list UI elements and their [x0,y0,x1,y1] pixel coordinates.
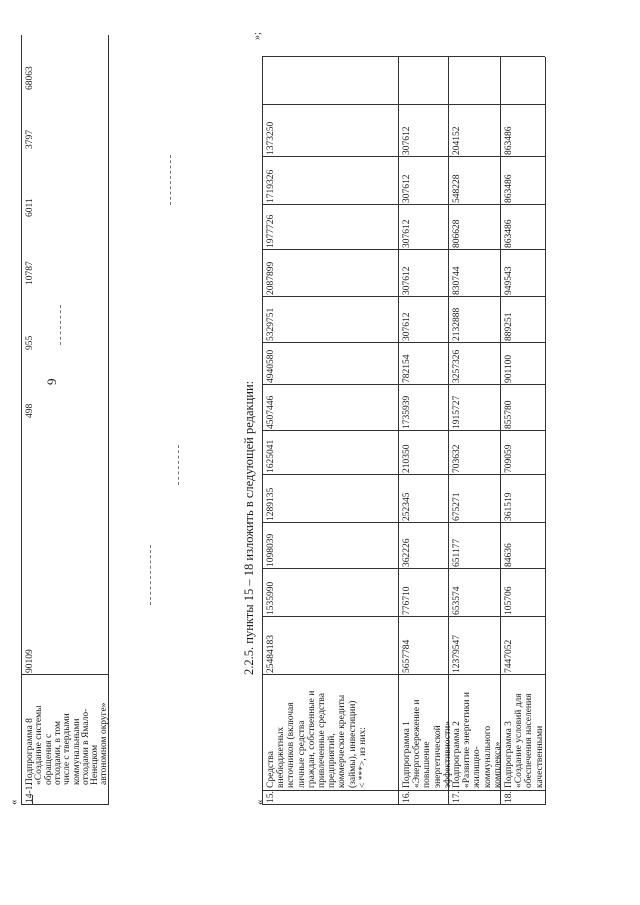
table-cell-value: 84636 [504,543,514,567]
page-number: 9 [44,378,59,385]
table-cell-value: 307612 [402,312,412,341]
scan-mark [170,155,171,205]
table-cell-value: 855780 [504,400,514,429]
row-total: 90109 [25,649,35,673]
table-cell-value: 307612 [402,219,412,248]
table-cell-value: 361519 [504,492,514,521]
table-rule [108,35,109,805]
table-cell-value: 830744 [452,266,462,295]
table-rule [262,342,545,343]
row-number: 17. [452,791,462,803]
table-cell-value: 307612 [402,266,412,295]
table-rule [448,57,449,805]
table-cell-value: 1977726 [266,214,276,248]
description-line: комплекса» [492,741,503,788]
description-line: качественными [534,725,545,788]
description-line: «Создание условий для [514,693,525,788]
table-cell-value: 901100 [504,354,514,383]
table-cell-value: 776710 [402,586,412,615]
table-rule [262,156,545,157]
table-cell-value: 709059 [504,444,514,473]
description-line: коммунальными [71,718,82,785]
table-cell-value: 1625041 [266,439,276,473]
description-line: предприятий, [327,733,338,788]
table-cell-value: 498 [25,403,35,418]
table-cell-value: 1098039 [266,533,276,567]
table-cell-value: 362226 [402,538,412,567]
table-cell-value: 307612 [402,126,412,155]
description-line: обеспечения населения [524,693,535,788]
description-line: (займы), инвестиции) [347,700,358,788]
row-number: 14-1. [25,783,35,803]
table-cell-value: 210350 [402,444,412,473]
table-cell-value: 1915727 [452,395,462,429]
table-rule [398,57,399,805]
description-line: «Энергосбережение и [412,699,423,788]
scan-mark [178,445,179,485]
description-line: отходами, в том [52,720,63,785]
table-rule [262,568,545,569]
table-rule [262,296,545,297]
table-cell-value: 863486 [504,126,514,155]
table-cell-value: 3797 [25,130,35,149]
table-cell-value: 1735939 [402,395,412,429]
description-line: повышение [422,741,433,788]
table-rule [262,104,545,105]
description-line: граждан, собственные и [306,690,317,788]
description-line: «Развитие энергетики и [462,692,473,788]
description-line: жилищно- [472,746,483,788]
table-rule [262,57,263,805]
description-line: < ***>, из них: [357,727,368,788]
table-rule [262,249,545,250]
table-cell-value: 806628 [452,219,462,248]
table-cell-value: 1719326 [266,169,276,203]
table-cell-value: 5657784 [402,639,412,673]
opening-quote: « [8,799,20,805]
description-line: обращения с [43,733,54,785]
table-cell-value: 863486 [504,174,514,203]
table-cell-value: 703632 [452,444,462,473]
table-rule [262,204,545,205]
description-line: Подпрограмма 8 [25,718,35,785]
table-cell-value: 651177 [452,538,462,567]
description-line: Ненецком [90,744,101,785]
table-cell-value: 25484183 [266,635,276,673]
table-cell-value: 2132888 [452,307,462,341]
table-rule [262,616,545,617]
table-cell-value: 12379547 [452,635,462,673]
table-cell-value: 4940580 [266,349,276,383]
table-rule [262,804,545,805]
table-cell-value: 10787 [25,261,35,285]
description-line: источников (включая [286,702,297,788]
table-rule [262,474,545,475]
table-cell-value: 6011 [25,198,35,217]
scan-mark [150,545,151,605]
table-cell-value: 4507446 [266,395,276,429]
scan-mark [60,305,61,345]
description-line: числе с твердыми [62,713,73,785]
table-rule [545,57,546,805]
table-cell-value: 548228 [452,174,462,203]
description-line: внебюджетных [276,726,287,788]
table-cell-value: 1289135 [266,487,276,521]
table-cell-value: 7447052 [504,639,514,673]
description-line: Средства [266,751,276,788]
description-line: отходами в Ямало- [80,708,91,785]
description-line: автономном округе» [99,702,110,785]
table-cell-value: 2087899 [266,261,276,295]
table-rule [262,674,545,675]
table-cell-value: 653574 [452,586,462,615]
row-number: 16. [402,791,412,803]
table-cell-value: 863486 [504,219,514,248]
table-cell-value: 68063 [25,66,35,90]
row-number: 15. [266,791,276,803]
table-cell-value: 252345 [402,492,412,521]
row-number: 18. [504,791,514,803]
table-cell-value: 307612 [402,174,412,203]
table-cell-value: 1535990 [266,581,276,615]
table-rule [262,384,545,385]
table-rule [21,804,108,805]
description-line: «Создание системы [34,705,45,785]
description-line: привлеченные средства [317,693,327,788]
table-cell-value: 3257326 [452,349,462,383]
table-cell-value: 1373250 [266,121,276,155]
description-line: эффективности» [442,721,453,788]
table-cell-value: 782154 [402,354,412,383]
opening-quote: « [254,799,266,805]
table-cell-value: 5329751 [266,307,276,341]
description-line: коммерческие кредиты [337,694,348,788]
table-rule [21,35,22,805]
table-rule [500,57,501,805]
description-line: Подпрограмма 2 [452,721,462,788]
description-line: личные средства [296,720,307,788]
table-cell-value: 949543 [504,266,514,295]
description-line: энергетической [432,725,443,788]
table-cell-value: 105706 [504,586,514,615]
description-line: коммунального [482,725,493,788]
description-line: Подпрограмма 3 [504,721,514,788]
description-line: Подпрограмма 1 [402,721,412,788]
table-cell-value: 955 [25,335,35,350]
table-cell-value: 675271 [452,492,462,521]
table-cell-value: 204152 [452,126,462,155]
closing-quote: »; [252,32,263,40]
table-rule [262,522,545,523]
table-cell-value: 889251 [504,312,514,341]
table-rule [262,430,545,431]
table-rule [262,56,545,57]
table-rule [21,674,108,675]
amendment-heading: 2.2.5. пункты 15 – 18 изложить в следующей редакции: [242,380,256,675]
